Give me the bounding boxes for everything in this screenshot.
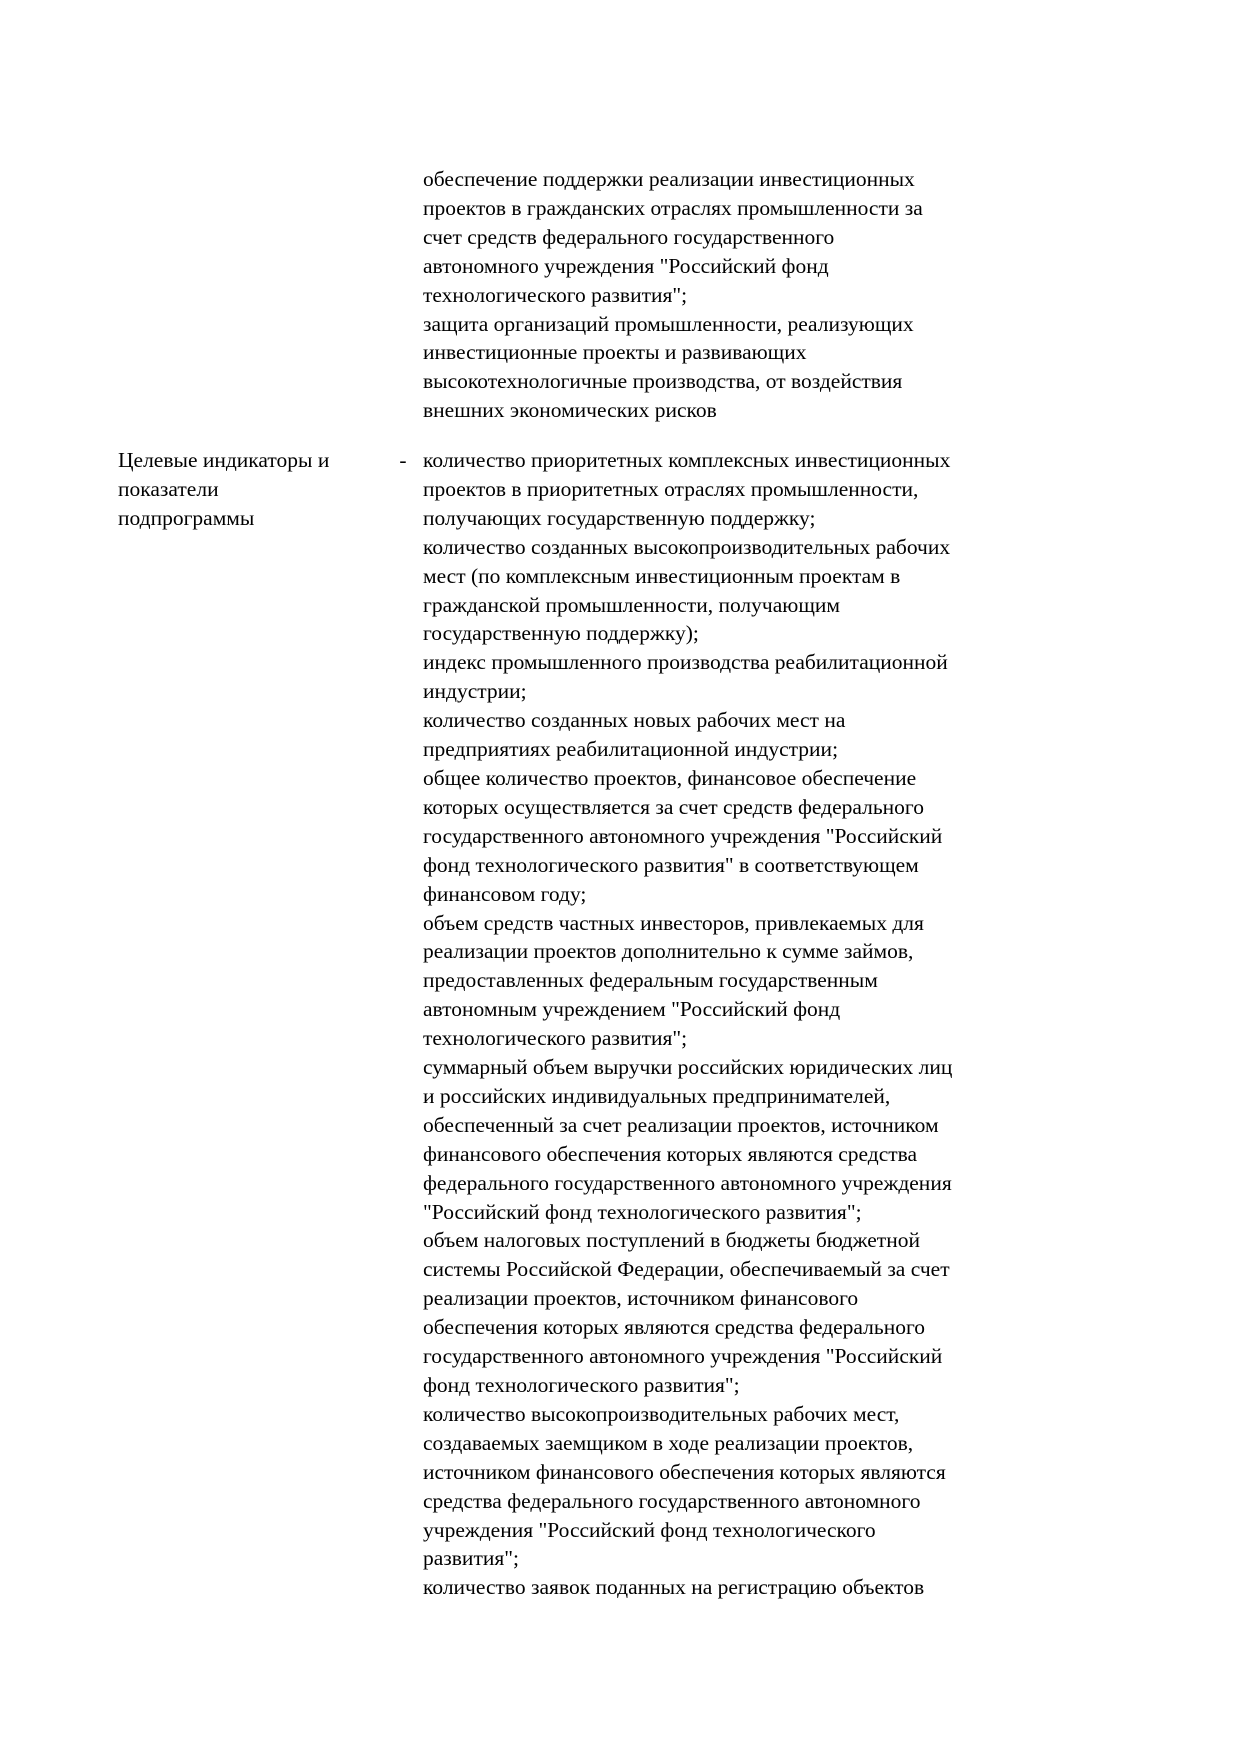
text-line: источником финансового обеспечения которых являются <box>423 1459 946 1484</box>
text-line: автономным учреждением "Российский фонд <box>423 997 841 1022</box>
text-line: автономного учреждения "Российский фонд <box>423 253 829 278</box>
text-line: проектов в приоритетных отраслях промышленности, <box>423 476 919 501</box>
text-line: проектов в гражданских отраслях промышленности за <box>423 195 923 220</box>
text-line: инвестиционные проекты и развивающих <box>423 340 807 365</box>
text-line: развития"; <box>423 1546 519 1571</box>
text-line: объем налоговых поступлений в бюджеты бюджетной <box>423 1228 920 1253</box>
text-line: реализации проектов, источником финансового <box>423 1286 859 1311</box>
label-dash: - <box>399 448 407 472</box>
label-line: подпрограммы <box>118 505 255 530</box>
text-line: объем средств частных инвесторов, привлекаемых для <box>423 910 924 935</box>
text-line: предприятиях реабилитационной индустрии; <box>423 737 839 762</box>
text-line: индустрии; <box>423 679 527 704</box>
text-line: высокотехнологичные производства, от воздействия <box>423 369 903 394</box>
text-line: количество заявок поданных на регистрацию объектов <box>423 1575 925 1600</box>
text-line: технологического развития"; <box>423 282 688 307</box>
text-line: счет средств федерального государственного <box>423 224 835 249</box>
label-line: показатели <box>118 476 219 501</box>
text-line: количество высокопроизводительных рабочих мест, <box>423 1401 900 1426</box>
text-line: общее количество проектов, финансовое обеспечение <box>423 765 917 790</box>
text-line: обеспеченный за счет реализации проектов, источником <box>423 1112 939 1137</box>
text-line: реализации проектов дополнительно к сумме займов, <box>423 939 914 964</box>
text-line: и российских индивидуальных предпринимателей, <box>423 1083 891 1108</box>
text-line: количество созданных высокопроизводительных рабочих <box>423 534 951 559</box>
text-line: фонд технологического развития" в соответствующем <box>423 852 919 877</box>
text-line: защита организаций промышленности, реализующих <box>423 311 914 336</box>
text-line: государственного автономного учреждения "Российский <box>423 823 943 848</box>
text-line: индекс промышленного производства реабилитационной <box>423 650 948 675</box>
text-line: финансовом году; <box>423 881 587 906</box>
text-line: учреждения "Российский фонд технологического <box>423 1517 876 1542</box>
text-line: технологического развития"; <box>423 1026 688 1051</box>
text-line: средства федерального государственного автономного <box>423 1488 921 1513</box>
continuation-text <box>423 165 1063 425</box>
text-line: которых осуществляется за счет средств федерального <box>423 794 924 819</box>
text-line: количество приоритетных комплексных инвестиционных <box>423 448 951 472</box>
text-line: получающих государственную поддержку; <box>423 505 816 530</box>
text-line: "Российский фонд технологического развития"; <box>423 1199 862 1224</box>
text-line: государственного автономного учреждения "Российский <box>423 1344 943 1369</box>
text-line: мест (по комплексным инвестиционным проектам в <box>423 563 901 588</box>
label-line: Целевые индикаторы и <box>118 448 330 472</box>
text-line: обеспечения которых являются средства федерального <box>423 1315 925 1340</box>
text-line: системы Российской Федерации, обеспечиваемый за счет <box>423 1257 950 1282</box>
text-line: фонд технологического развития"; <box>423 1373 740 1397</box>
text-line: федерального государственного автономного учреждения <box>423 1170 952 1195</box>
text-line: количество созданных новых рабочих мест на <box>423 708 846 733</box>
text-line: финансового обеспечения которых являются средства <box>423 1141 918 1166</box>
text-line: гражданской промышленности, получающим <box>423 592 840 617</box>
indicators-text <box>423 446 1063 1602</box>
text-line: государственную поддержку); <box>423 621 699 646</box>
text-line: суммарный объем выручки российских юридических лиц <box>423 1055 953 1080</box>
text-line: внешних экономических рисков <box>423 398 717 423</box>
indicators-label <box>118 446 383 533</box>
text-line: создаваемых заемщиком в ходе реализации проектов, <box>423 1430 914 1455</box>
text-line: обеспечение поддержки реализации инвестиционных <box>423 167 915 191</box>
text-line: предоставленных федеральным государственным <box>423 968 878 993</box>
